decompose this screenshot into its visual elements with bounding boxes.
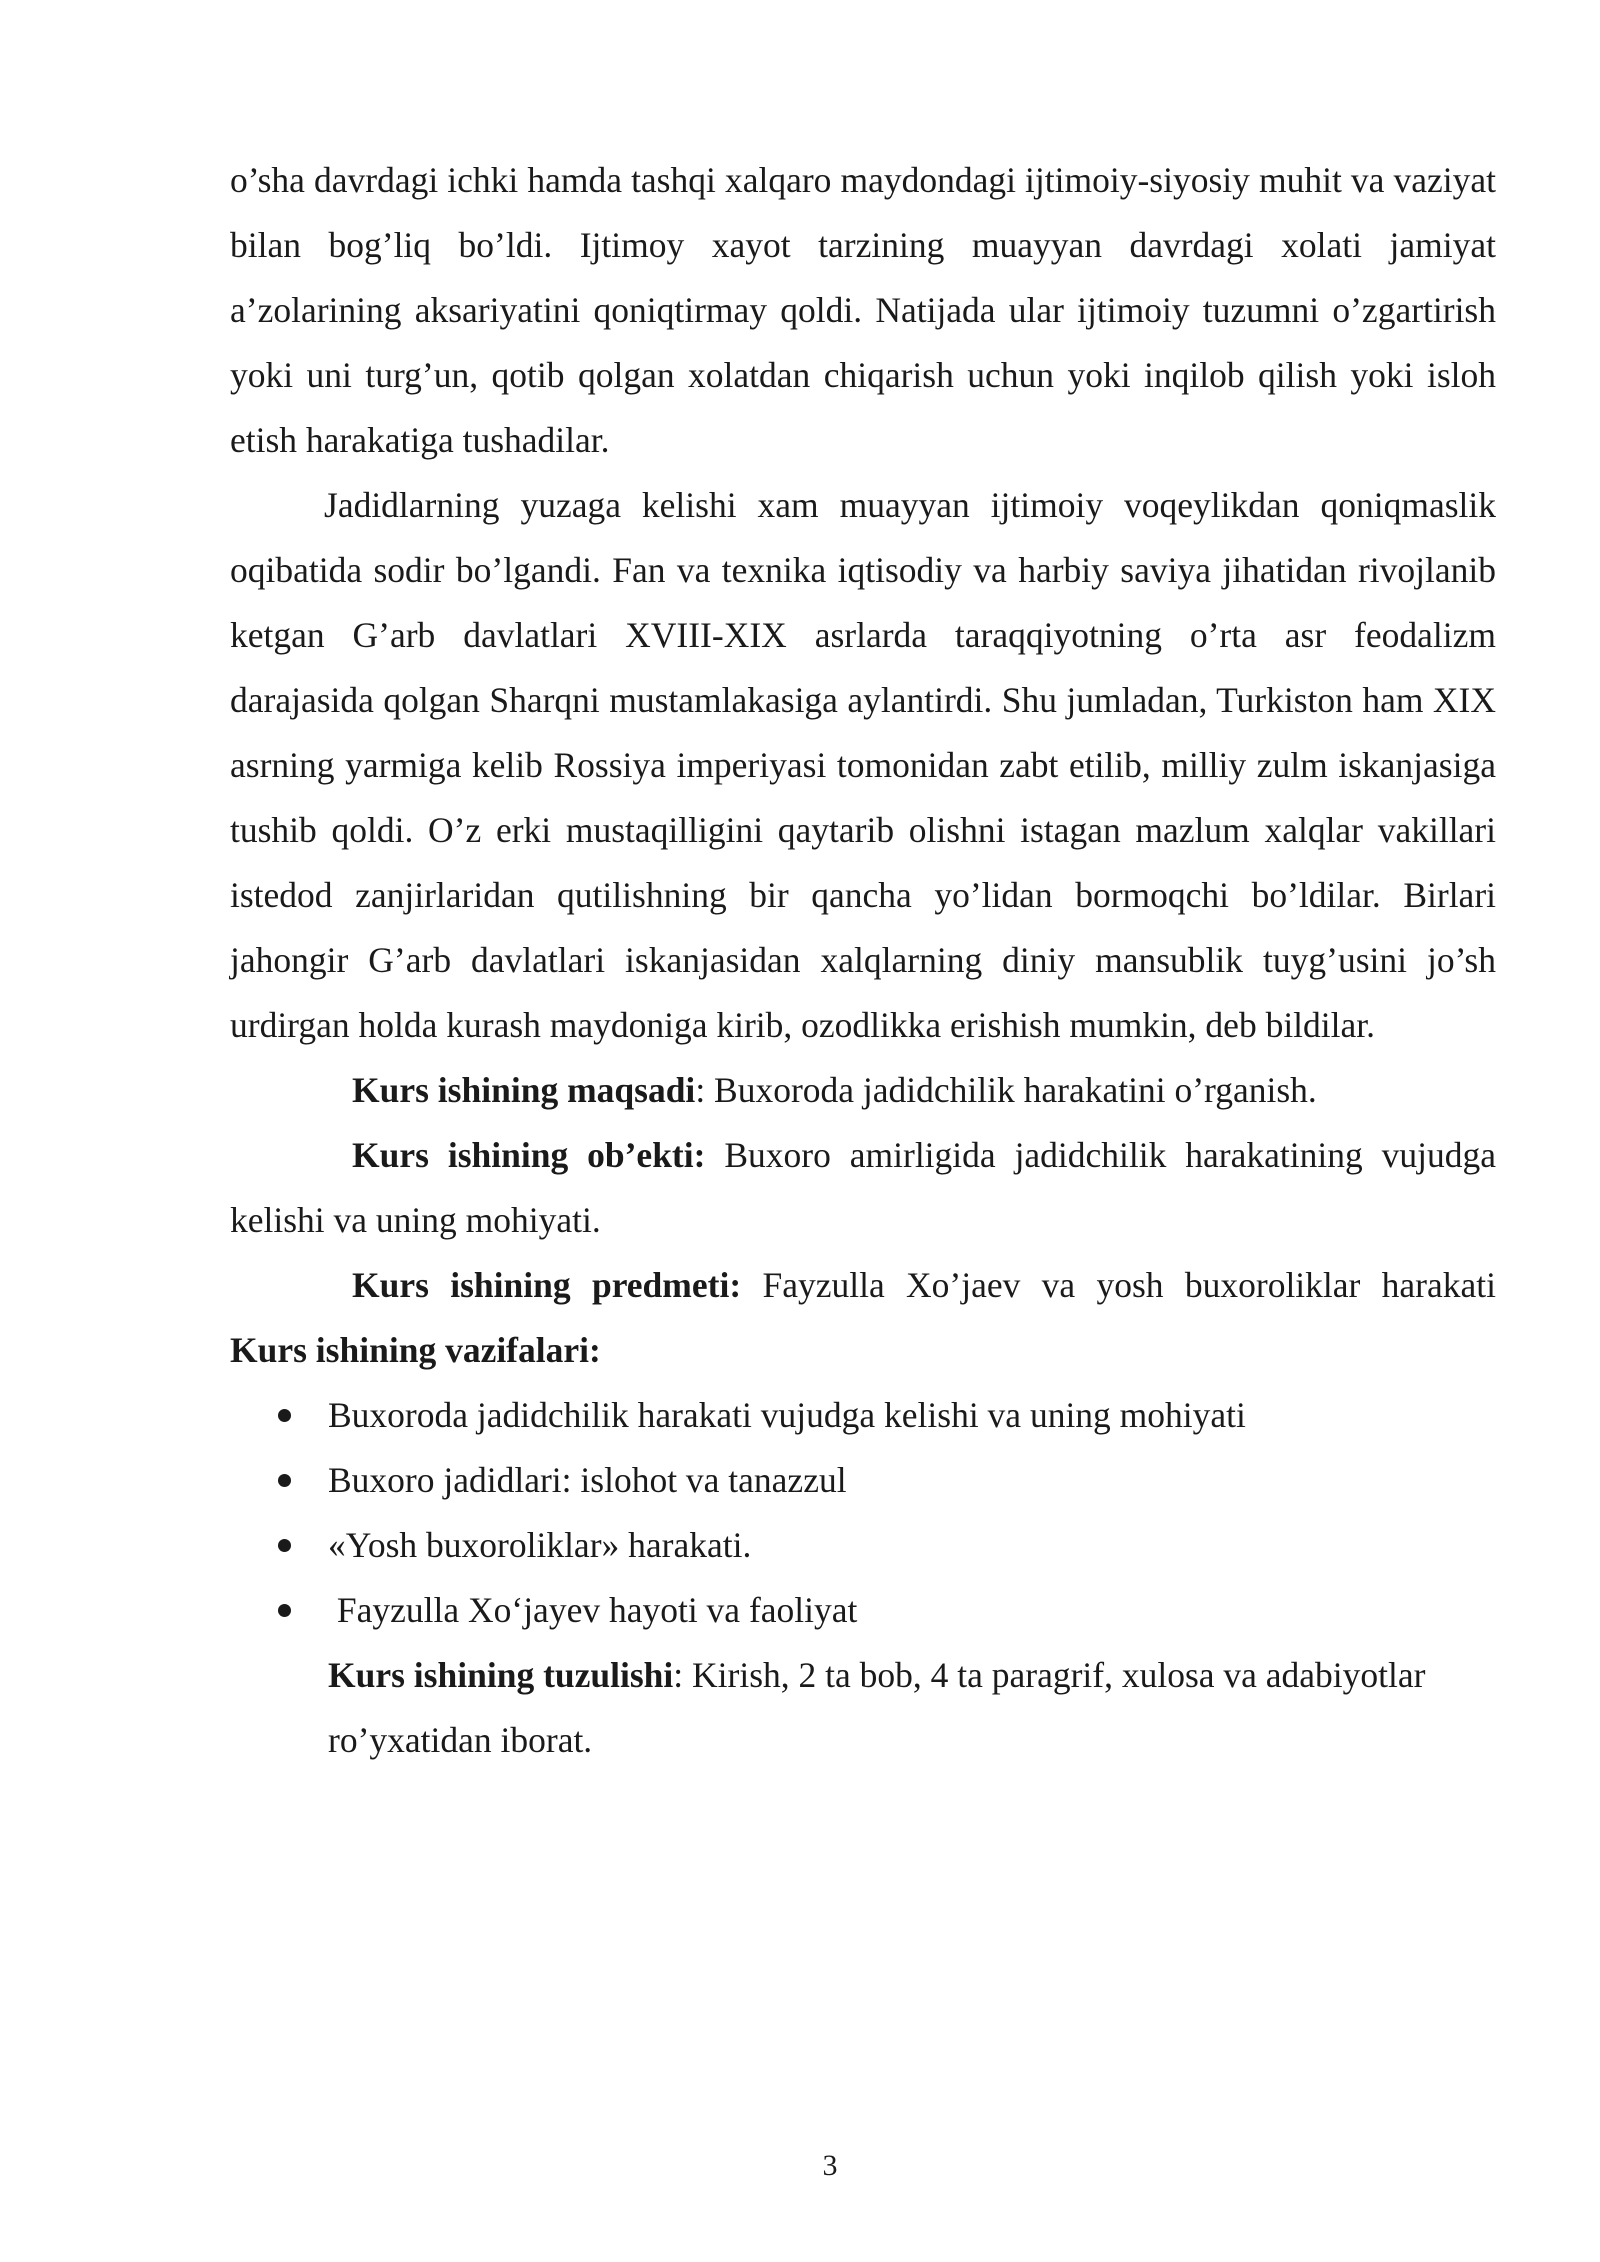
predmeti-text: Fayzulla Xo’jaev va yosh buxoroliklar harakati bbox=[741, 1265, 1496, 1305]
vazifalari-list bbox=[230, 1383, 1496, 1643]
predmeti-label: Kurs ishining predmeti: bbox=[352, 1265, 742, 1305]
list-item bbox=[230, 1383, 1496, 1448]
bullet-icon bbox=[278, 1474, 291, 1487]
obekti-label: Kurs ishining ob’ekti: bbox=[352, 1135, 706, 1175]
list-item-text: «Yosh buxoroliklar» harakati. bbox=[328, 1525, 752, 1565]
section-tuzulishi bbox=[230, 1643, 1428, 1773]
section-maqsadi bbox=[230, 1058, 1496, 1123]
section-obekti bbox=[230, 1123, 1496, 1253]
list-item-text: Buxoroda jadidchilik harakati vujudga kelishi va uning mohiyati bbox=[328, 1395, 1246, 1435]
page-number: 3 bbox=[822, 2149, 838, 2182]
vazifalari-heading: Kurs ishining vazifalari: bbox=[230, 1330, 601, 1370]
maqsadi-text: : Buxoroda jadidchilik harakatini o’rganish. bbox=[695, 1070, 1317, 1110]
tuzulishi-label: Kurs ishining tuzulishi bbox=[328, 1655, 674, 1695]
section-predmeti bbox=[230, 1253, 1496, 1318]
obekti-text: Buxoro amirligida jadidchilik harakatining vujudga kelishi va uning mohiyati. bbox=[230, 1135, 1497, 1240]
list-item-text: Fayzulla Xo‘jayev hayoti va faoliyat bbox=[328, 1590, 858, 1630]
paragraph-jadidlar: Jadidlarning yuzaga kelishi xam muayyan ijtimoiy voqeylikdan qoniqmaslik oqibatida sodir bo’lgandi. Fan va texnika iqtisodiy va harbiy saviya jihatidan rivojlanib ketgan G’arb davlatlari XVIII-XIX asrlarda taraqqiyotning o’rta asr feodalizm darajasida qolgan Sharqni mustamlakasiga aylantirdi. Shu jumladan, Turkiston ham XIX asrning yarmiga kelib Rossiya imperiyasi tomonidan zabt etilib, milliy zulm iskanjasiga tushib qoldi. O’z erki mustaqilligini qaytarib olishni istagan mazlum xalqlar vakillari istedod zanjirlaridan qutilishning bir qancha yo’lidan bormoqchi bo’ldilar. Birlari jahongir G’arb davlatlari iskanjasidan xalqlarning diniy mansublik tuyg’usini jo’sh urdirgan holda kurash maydoniga kirib, ozodlikka erishish mumkin, deb bildilar. bbox=[230, 485, 1496, 1045]
page-content bbox=[230, 148, 1496, 1773]
bullet-icon bbox=[278, 1604, 291, 1617]
tuzulishi-text: : Kirish, 2 ta bob, 4 ta paragrif, xulosa va adabiyotlar ro’yxatidan iborat. bbox=[328, 1655, 1426, 1760]
list-item bbox=[230, 1513, 1496, 1578]
list-item bbox=[230, 1448, 1496, 1513]
bullet-icon bbox=[278, 1409, 291, 1422]
bullet-icon bbox=[278, 1539, 291, 1552]
list-item-text: Buxoro jadidlari: islohot va tanazzul bbox=[328, 1460, 847, 1500]
paragraph-intro: o’sha davrdagi ichki hamda tashqi xalqaro maydondagi ijtimoiy-siyosiy muhit va vaziyat bilan bog’liq bo’ldi. Ijtimoy xayot tarzining muayyan davrdagi xolati jamiyat a’zolarining aksariyatini qoniqtirmay qoldi. Natijada ular ijtimoiy tuzumni o’zgartirish yoki uni turg’un, qotib qolgan xolatdan chiqarish uchun yoki inqilob qilish yoki isloh etish harakatiga tushadilar. bbox=[230, 160, 1496, 460]
maqsadi-label: Kurs ishining maqsadi bbox=[352, 1070, 696, 1110]
list-item bbox=[230, 1578, 1496, 1643]
